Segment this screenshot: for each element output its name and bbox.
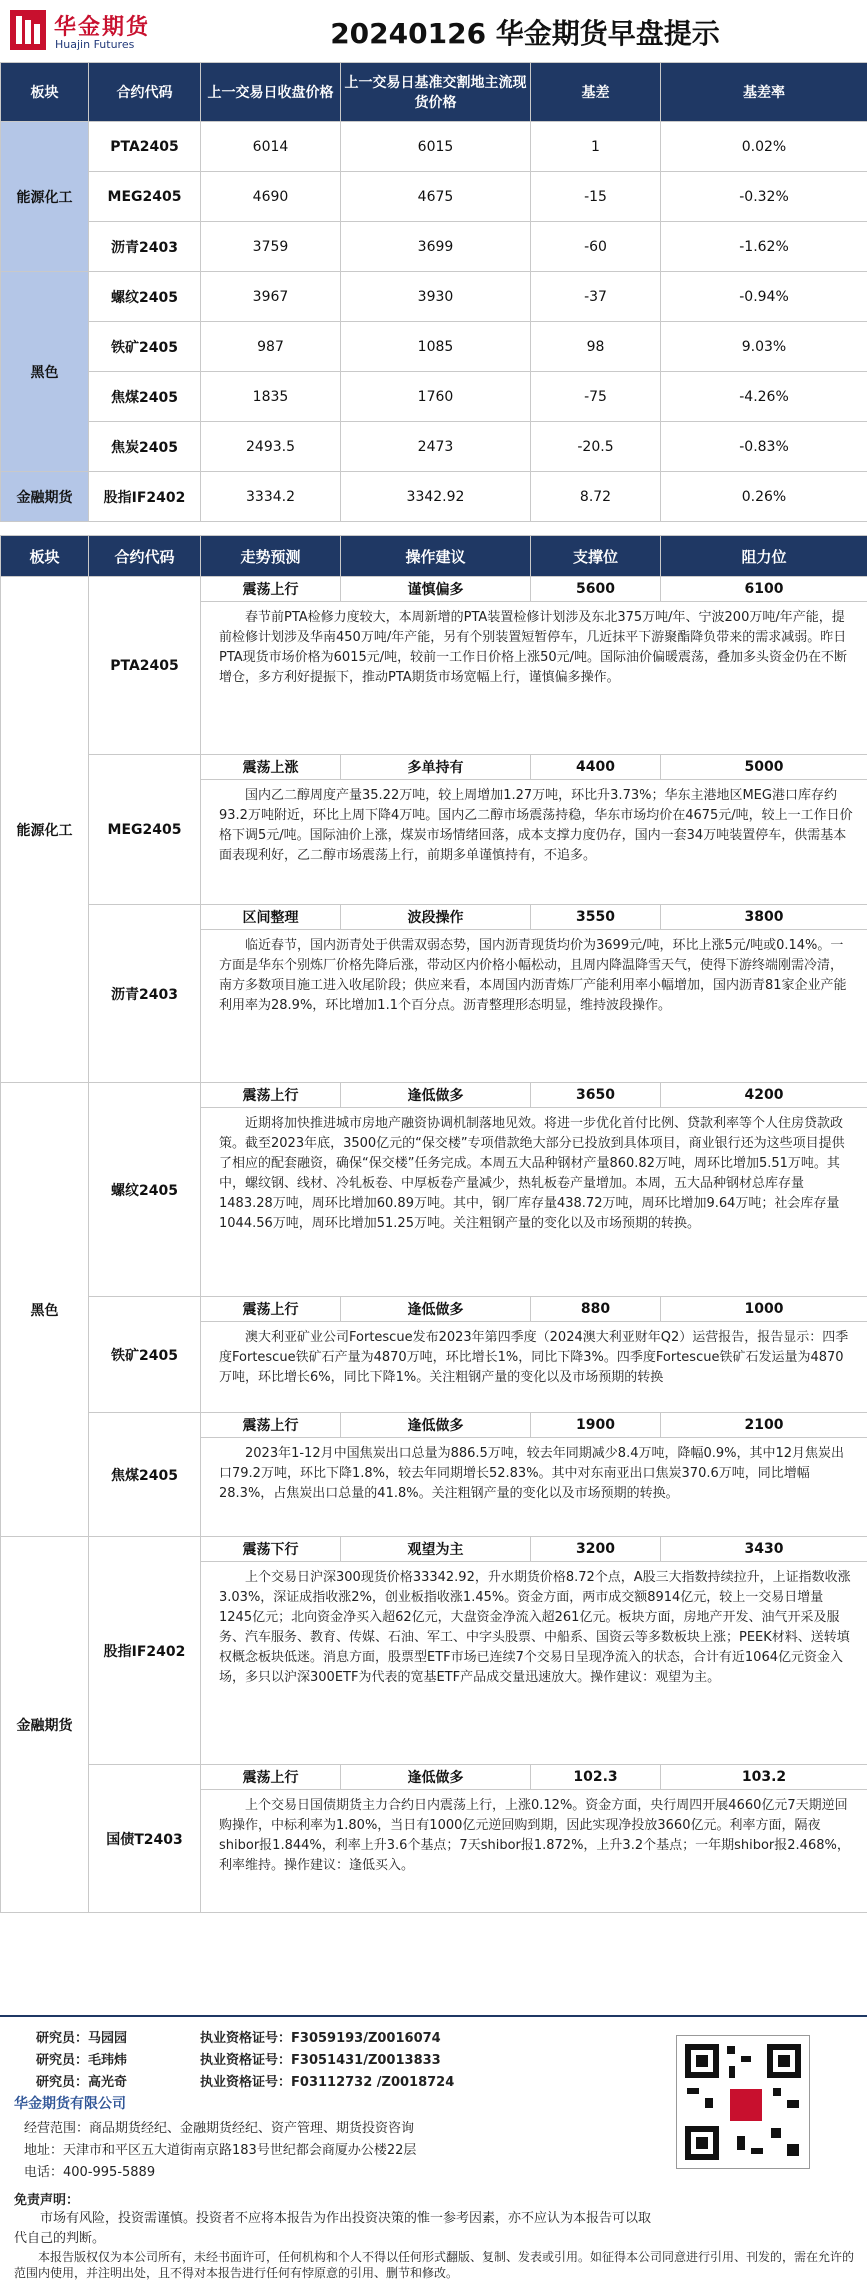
basis-rate: -4.26% (661, 372, 867, 422)
basis-value: -75 (531, 372, 661, 422)
close-price: 987 (201, 322, 341, 372)
outlook-table-header (1, 536, 867, 577)
spot-price: 3699 (341, 222, 531, 272)
commentary-text: 澳大利亚矿业公司Fortescue发布2023年第四季度（2024澳大利亚财年Q2）运营报告，报告显示：四季度Fortescue铁矿石产量为4870万吨，环比增长1%，同比下降3%。四季度Fortescue铁矿石发运量为4870万吨，环比增长6%，同比下降1%。关注粗钢产量的变化以及市场预期的转换 (219, 1328, 853, 1388)
business-scope: 经营范围：商品期货经纪、金融期货经纪、资产管理、期货投资咨询 (24, 2117, 414, 2136)
outlook-row (1, 905, 867, 930)
support-level: 4400 (531, 755, 661, 780)
header-advice: 操作建议 (341, 536, 531, 577)
commentary-text: 上个交易日国债期货主力合约日内震荡上行，上涨0.12%。资金方面，央行周四开展4660亿元7天期逆回购操作，中标利率为1.80%，当日有1000亿元逆回购到期，因此实现净投放3660亿元。利率方面，隔夜shibor报1.844%，利率上升3.6个基点；7天shibor报1.872%，上升3.2个基点；一年期shibor报2.468%，利率维持。操作建议：逢低买入。 (219, 1796, 853, 1876)
company-phone: 电话：400-995-5889 (24, 2161, 155, 2180)
contract-code: MEG2405 (89, 755, 201, 905)
contract-code: 铁矿2405 (89, 1297, 201, 1413)
support-level: 5600 (531, 577, 661, 602)
sector-ferrous: 黑色 (1, 272, 89, 472)
contract-code: 焦煤2405 (89, 372, 201, 422)
basis-value: -37 (531, 272, 661, 322)
logo-cn-text: 华金期货 (54, 10, 150, 41)
outlook-table (0, 535, 867, 1913)
commentary-text: 近期将加快推进城市房地产融资协调机制落地见效。将进一步优化首付比例、贷款利率等个人住房贷款政策。截至2023年底，3500亿元的“保交楼”专项借款绝大部分已投放到具体项目，商业银行还为这些项目提供了相应的配套融资，确保“保交楼”任务完成。本周五大品种钢材产量860.82万吨，周环比增加5.51万吨。其中，螺纹钢、线材、冷轧板卷、中厚板卷产量减少，热轧板卷产量增加。本周，五大品种钢材总库存量1483.28万吨，周环比增加60.89万吨。其中，钢厂库存量438.72万吨，周环比增加9.64万吨；社会库存量1044.56万吨，周环比增加51.25万吨。关注粗钢产量的变化以及市场预期的转换。 (219, 1114, 853, 1234)
sector-financial: 金融期货 (1, 1537, 89, 1913)
basis-table (0, 62, 867, 522)
basis-table-header (1, 63, 867, 122)
contract-code: 股指IF2402 (89, 472, 201, 522)
contract-code: 焦炭2405 (89, 422, 201, 472)
close-price: 3334.2 (201, 472, 341, 522)
close-price: 1835 (201, 372, 341, 422)
basis-value: 8.72 (531, 472, 661, 522)
spot-price: 3342.92 (341, 472, 531, 522)
basis-value: 98 (531, 322, 661, 372)
outlook-row (1, 1765, 867, 1790)
support-level: 3200 (531, 1537, 661, 1562)
trend-forecast: 区间整理 (201, 905, 341, 930)
company-name: 华金期货有限公司 (14, 2093, 126, 2113)
outlook-row (1, 755, 867, 780)
resistance-level: 4200 (661, 1083, 867, 1108)
report-footer (0, 2015, 867, 2282)
resistance-level: 5000 (661, 755, 867, 780)
resistance-level: 2100 (661, 1413, 867, 1438)
report-header (0, 0, 867, 63)
resistance-level: 3430 (661, 1537, 867, 1562)
outlook-row (1, 577, 867, 602)
header-resistance: 阻力位 (661, 536, 867, 577)
support-level: 3650 (531, 1083, 661, 1108)
contract-code: 铁矿2405 (89, 322, 201, 372)
commentary-text: 临近春节，国内沥青处于供需双弱态势，国内沥青现货均价为3699元/吨，环比上涨5元/吨或0.14%。一方面是华东个别炼厂价格先降后涨，带动区内价格小幅松动，且周内降温降雪天气，使得下游终端刚需冷清，南方多数项目施工进入收尾阶段；供应来看，本周国内沥青炼厂产能利用率小幅增加，国内沥青81家企业产能利用率为28.9%，环比增加1.1个百分点。沥青整理形态明显，维持波段操作。 (219, 936, 853, 1016)
disclaimer-risk: 市场有风险，投资需谨慎。投资者不应将本报告为作出投资决策的惟一参考因素，亦不应认为本报告可以取代自己的判断。 (14, 2209, 654, 2249)
advice: 逢低做多 (341, 1297, 531, 1322)
researcher-2: 研究员：毛玮炜 (36, 2049, 127, 2068)
header-basis: 基差 (531, 63, 661, 122)
spot-price: 1085 (341, 322, 531, 372)
sector-ferrous: 黑色 (1, 1083, 89, 1537)
outlook-row (1, 1537, 867, 1562)
commentary-text: 2023年1-12月中国焦炭出口总量为886.5万吨，较去年同期减少8.4万吨，降幅0.9%，其中12月焦炭出口79.2万吨，环比下降1.8%，较去年同期增长52.83%。其中对东南亚出口焦炭370.6万吨，同比增幅28.3%，占焦炭出口总量的41.8%。关注粗钢产量的变化以及市场预期的转换。 (219, 1444, 853, 1504)
basis-value: 1 (531, 122, 661, 172)
trend-forecast: 震荡上行 (201, 1765, 341, 1790)
advice: 观望为主 (341, 1537, 531, 1562)
commentary-text: 国内乙二醇周度产量35.22万吨，较上周增加1.27万吨，环比升3.73%；华东主港地区MEG港口库存约93.2万吨附近，环比上周下降4万吨。国内乙二醇市场震荡持稳，华东市场均价在4675元/吨，较上一工作日价格下调5元/吨。国际油价上涨，煤炭市场情绪回落，成本支撑力度仍存，国内一套34万吨装置停车，供需基本面表现利好，乙二醇市场震荡上行，前期多单谨慎持有，不追多。 (219, 786, 853, 866)
header-sector: 板块 (1, 536, 89, 577)
commentary-text: 上个交易日沪深300现货价格33342.92，升水期货价格8.72个点，A股三大指数持续拉升，上证指数收涨3.03%，深证成指收涨2%，创业板指收涨1.45%。资金方面，两市成交额8914亿元，较上一交易日增量1245亿元；北向资金净买入超62亿元，大盘资金净流入超261亿元。板块方面，房地产开发、油气开采及服务、汽车服务、教育、传媒、石油、军工、中字头股票、中船系、国资云等多数板块上涨；PEEK材料、送转填权概念板块低迷。消息方面，股票型ETF市场已连续7个交易日呈现净流入的状态，合计有近1064亿元资金入场，多只以沪深300ETF为代表的宽基ETF产品成交量迅速放大。操作建议：观望为主。 (219, 1568, 853, 1688)
trend-forecast: 震荡上行 (201, 1083, 341, 1108)
advice: 谨慎偏多 (341, 577, 531, 602)
company-address: 地址：天津市和平区五大道街南京路183号世纪都会商厦办公楼22层 (24, 2139, 416, 2158)
header-close: 上一交易日收盘价格 (201, 63, 341, 122)
table-row (1, 122, 867, 172)
disclaimer-title: 免责声明： (14, 2189, 79, 2208)
report-title: 20240126 华金期货早盘提示 (190, 12, 860, 52)
header-basis-rate: 基差率 (661, 63, 867, 122)
close-price: 4690 (201, 172, 341, 222)
close-price: 2493.5 (201, 422, 341, 472)
trend-forecast: 震荡上行 (201, 577, 341, 602)
header-support: 支撑位 (531, 536, 661, 577)
header-code: 合约代码 (89, 536, 201, 577)
support-level: 102.3 (531, 1765, 661, 1790)
trend-forecast: 震荡上涨 (201, 755, 341, 780)
logo-en-text: Huajin Futures (55, 38, 134, 51)
close-price: 3967 (201, 272, 341, 322)
trend-forecast: 震荡上行 (201, 1413, 341, 1438)
basis-value: -15 (531, 172, 661, 222)
basis-rate: -0.83% (661, 422, 867, 472)
researcher-3: 研究员：高光奇 (36, 2071, 127, 2090)
advice: 逢低做多 (341, 1413, 531, 1438)
basis-rate: -0.32% (661, 172, 867, 222)
outlook-row (1, 1413, 867, 1438)
sector-energy: 能源化工 (1, 122, 89, 272)
table-row (1, 172, 867, 222)
basis-value: -60 (531, 222, 661, 272)
sector-energy: 能源化工 (1, 577, 89, 1083)
table-row (1, 472, 867, 522)
advice: 逢低做多 (341, 1083, 531, 1108)
table-row (1, 372, 867, 422)
basis-value: -20.5 (531, 422, 661, 472)
contract-code: 沥青2403 (89, 905, 201, 1083)
trend-forecast: 震荡上行 (201, 1297, 341, 1322)
basis-rate: 0.26% (661, 472, 867, 522)
table-row (1, 272, 867, 322)
contract-code: 沥青2403 (89, 222, 201, 272)
commentary-text: 春节前PTA检修力度较大，本周新增的PTA装置检修计划涉及东北375万吨/年、宁波200万吨/年产能，提前检修计划涉及华南450万吨/年产能，另有个别装置短暂停车，几近抹平下游聚酯降负带来的需求减弱。昨日PTA现货市场价格为6015元/吨，较前一工作日价格上涨50元/吨。国际油价偏暖震荡，叠加多头资金仍在不断增仓，多方利好提振下，推动PTA期货市场宽幅上行，谨慎偏多操作。 (219, 608, 853, 688)
advice: 多单持有 (341, 755, 531, 780)
close-price: 6014 (201, 122, 341, 172)
contract-code: MEG2405 (89, 172, 201, 222)
qr-code-icon (676, 2035, 810, 2169)
table-row (1, 222, 867, 272)
spot-price: 2473 (341, 422, 531, 472)
logo-mark-icon (10, 10, 46, 50)
contract-code: 国债T2403 (89, 1765, 201, 1913)
header-spot: 上一交易日基准交割地主流现货价格 (341, 63, 531, 122)
spot-price: 4675 (341, 172, 531, 222)
outlook-row (1, 1083, 867, 1108)
header-sector: 板块 (1, 63, 89, 122)
table-row (1, 322, 867, 372)
contract-code: PTA2405 (89, 577, 201, 755)
header-trend: 走势预测 (201, 536, 341, 577)
contract-code: 螺纹2405 (89, 1083, 201, 1297)
header-code: 合约代码 (89, 63, 201, 122)
disclaimer-copyright: 本报告版权仅为本公司所有，未经书面许可，任何机构和个人不得以任何形式翻版、复制、发表或引用。如征得本公司同意进行引用、刊发的，需在允许的范围内使用，并注明出处，且不得对本报告进行任何有悖原意的引用、删节和修改。 (14, 2249, 854, 2281)
company-logo (10, 8, 170, 54)
advice: 波段操作 (341, 905, 531, 930)
spot-price: 6015 (341, 122, 531, 172)
basis-rate: -1.62% (661, 222, 867, 272)
spot-price: 1760 (341, 372, 531, 422)
basis-rate: 9.03% (661, 322, 867, 372)
advice: 逢低做多 (341, 1765, 531, 1790)
resistance-level: 103.2 (661, 1765, 867, 1790)
basis-rate: -0.94% (661, 272, 867, 322)
support-level: 1900 (531, 1413, 661, 1438)
resistance-level: 1000 (661, 1297, 867, 1322)
support-level: 3550 (531, 905, 661, 930)
trend-forecast: 震荡下行 (201, 1537, 341, 1562)
contract-code: PTA2405 (89, 122, 201, 172)
basis-rate: 0.02% (661, 122, 867, 172)
close-price: 3759 (201, 222, 341, 272)
spot-price: 3930 (341, 272, 531, 322)
resistance-level: 3800 (661, 905, 867, 930)
researcher-3-cert: 执业资格证号：F03112732 /Z0018724 (200, 2071, 454, 2090)
resistance-level: 6100 (661, 577, 867, 602)
outlook-row (1, 1297, 867, 1322)
researcher-1: 研究员：马园园 (36, 2027, 127, 2046)
sector-financial: 金融期货 (1, 472, 89, 522)
researcher-2-cert: 执业资格证号：F3051431/Z0013833 (200, 2049, 441, 2068)
contract-code: 股指IF2402 (89, 1537, 201, 1765)
support-level: 880 (531, 1297, 661, 1322)
contract-code: 焦煤2405 (89, 1413, 201, 1537)
contract-code: 螺纹2405 (89, 272, 201, 322)
table-row (1, 422, 867, 472)
researcher-1-cert: 执业资格证号：F3059193/Z0016074 (200, 2027, 441, 2046)
